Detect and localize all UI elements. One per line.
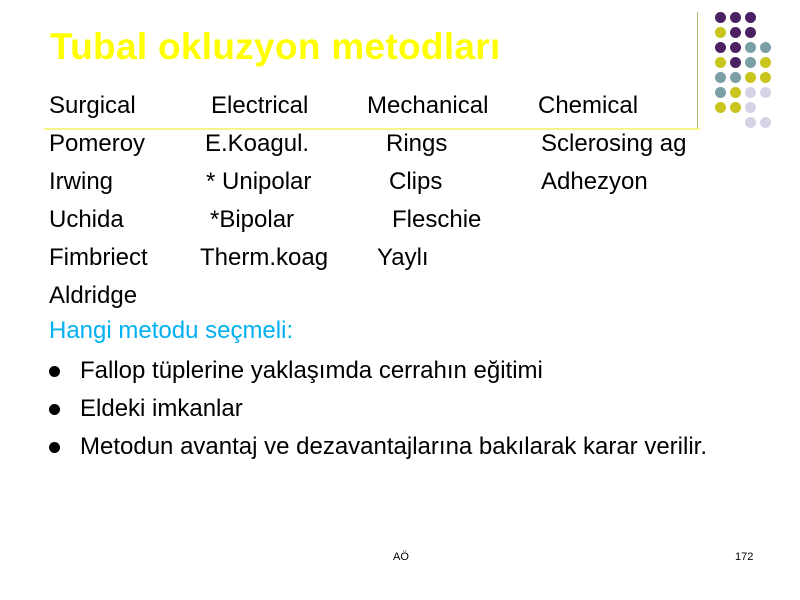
table-cell: Aldridge <box>49 282 138 309</box>
dot <box>715 87 726 98</box>
dot <box>745 72 756 83</box>
list-item <box>49 356 754 385</box>
list-item <box>49 394 754 423</box>
table-cell: * Unipolar <box>206 168 312 195</box>
bullet-icon <box>49 442 60 453</box>
table-cell: Therm.koag <box>200 244 329 271</box>
dot <box>760 72 771 83</box>
table-cell: E.Koagul. <box>205 130 310 157</box>
header-surgical: Surgical <box>49 92 136 119</box>
bullet-icon <box>49 404 60 415</box>
table-cell: Sclerosing ag <box>541 130 687 157</box>
table-cell: Yaylı <box>377 244 429 271</box>
dot <box>745 42 756 53</box>
dot <box>730 27 741 38</box>
dot <box>745 27 756 38</box>
bullet-text: Metodun avantaj ve dezavantajlarına bakılarak karar verilir. <box>80 433 707 460</box>
slide-number: 172 <box>735 551 754 563</box>
dot <box>730 102 741 113</box>
dot <box>715 12 726 23</box>
table-cell: Fleschie <box>392 206 482 233</box>
dot <box>730 12 741 23</box>
dot <box>745 57 756 68</box>
table-cell: Adhezyon <box>541 168 648 195</box>
dot <box>715 42 726 53</box>
bullet-list <box>49 356 754 470</box>
dot <box>745 102 756 113</box>
table-cell: Rings <box>386 130 448 157</box>
list-item <box>49 432 754 461</box>
vertical-divider <box>697 12 698 130</box>
dot <box>760 117 771 128</box>
dot <box>760 57 771 68</box>
bullet-icon <box>49 366 60 377</box>
dot <box>715 102 726 113</box>
table-cell: Irwing <box>49 168 114 195</box>
slide-title: Tubal okluzyon metodları <box>50 26 501 67</box>
dot <box>730 72 741 83</box>
table-cell: Clips <box>389 168 443 195</box>
dot <box>730 42 741 53</box>
selection-question: Hangi metodu seçmeli: <box>49 317 294 344</box>
dot <box>760 42 771 53</box>
bullet-text: Eldeki imkanlar <box>80 395 243 422</box>
dot <box>745 87 756 98</box>
dot <box>745 117 756 128</box>
header-mechanical: Mechanical <box>367 92 489 119</box>
dot <box>730 57 741 68</box>
table-cell: *Bipolar <box>210 206 295 233</box>
dot <box>715 57 726 68</box>
dot <box>730 87 741 98</box>
table-cell: Fimbriect <box>49 244 148 271</box>
table-cell: Pomeroy <box>49 130 146 157</box>
dot <box>745 12 756 23</box>
dot <box>760 87 771 98</box>
header-electrical: Electrical <box>211 92 309 119</box>
dot <box>715 72 726 83</box>
table-cell: Uchida <box>49 206 124 233</box>
bullet-text: Fallop tüplerine yaklaşımda cerrahın eğitimi <box>80 357 543 384</box>
dot <box>715 27 726 38</box>
footer-author: AÖ <box>393 551 409 563</box>
header-chemical: Chemical <box>538 92 639 119</box>
